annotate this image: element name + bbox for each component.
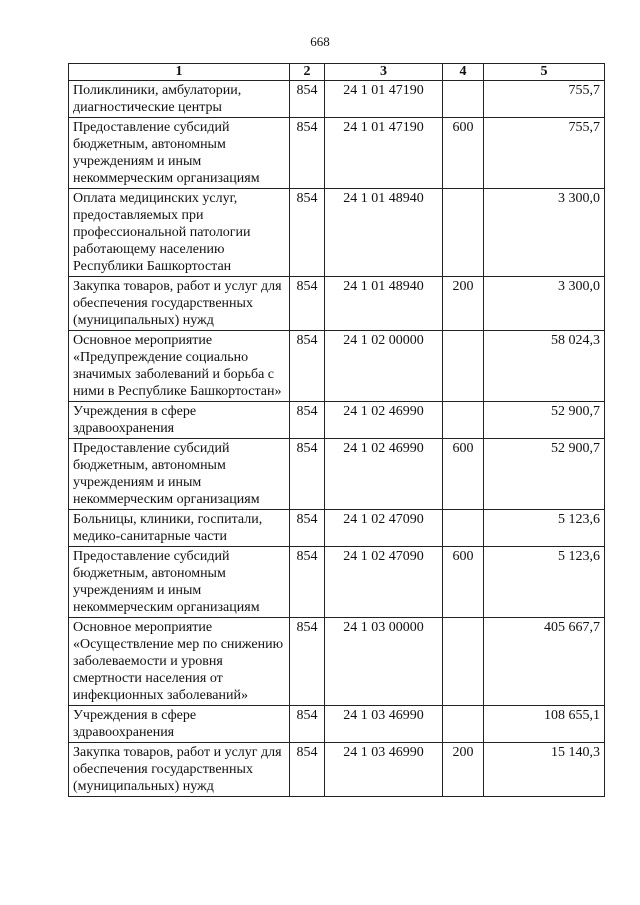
table-row — [69, 439, 605, 510]
cell-name: Закупка товаров, работ и услуг для обеспечения государственных (муниципальных) нужд — [69, 277, 290, 331]
cell-amount: 755,7 — [484, 81, 605, 118]
cell-target-article: 24 1 02 46990 — [325, 402, 443, 439]
page-number: 668 — [310, 34, 330, 49]
cell-target-article: 24 1 01 47190 — [325, 81, 443, 118]
table-row — [69, 706, 605, 743]
cell-name: Основное мероприятие «Осуществление мер по снижению заболеваемости и уровня смертности населения от инфекционных заболеваний» — [69, 618, 290, 706]
table-header-row — [69, 64, 605, 81]
cell-expense-type: 600 — [443, 118, 484, 189]
cell-department-code: 854 — [290, 618, 325, 706]
cell-department-code: 854 — [290, 510, 325, 547]
table-row — [69, 118, 605, 189]
cell-department-code: 854 — [290, 189, 325, 277]
header-col-5: 5 — [484, 64, 605, 81]
cell-expense-type: 600 — [443, 439, 484, 510]
cell-amount: 5 123,6 — [484, 510, 605, 547]
cell-name: Оплата медицинских услуг, предоставляемых при профессиональной патологии работающему населению Республики Башкортостан — [69, 189, 290, 277]
cell-name: Закупка товаров, работ и услуг для обеспечения государственных (муниципальных) нужд — [69, 743, 290, 797]
cell-name: Основное мероприятие «Предупреждение социально значимых заболеваний и борьба с ними в Республике Башкортостан» — [69, 331, 290, 402]
cell-expense-type: 600 — [443, 547, 484, 618]
budget-table — [68, 63, 605, 797]
cell-name: Предоставление субсидий бюджетным, автономным учреждениям и иным некоммерческим организациям — [69, 439, 290, 510]
cell-expense-type — [443, 706, 484, 743]
cell-target-article: 24 1 02 46990 — [325, 439, 443, 510]
cell-department-code: 854 — [290, 277, 325, 331]
cell-target-article: 24 1 01 48940 — [325, 189, 443, 277]
cell-amount: 5 123,6 — [484, 547, 605, 618]
table-row — [69, 331, 605, 402]
table-row — [69, 402, 605, 439]
cell-name: Больницы, клиники, госпитали, медико-санитарные части — [69, 510, 290, 547]
cell-amount: 15 140,3 — [484, 743, 605, 797]
cell-name: Учреждения в сфере здравоохранения — [69, 706, 290, 743]
cell-target-article: 24 1 02 47090 — [325, 510, 443, 547]
cell-target-article: 24 1 03 00000 — [325, 618, 443, 706]
cell-department-code: 854 — [290, 547, 325, 618]
cell-department-code: 854 — [290, 331, 325, 402]
cell-expense-type: 200 — [443, 277, 484, 331]
cell-amount: 3 300,0 — [484, 277, 605, 331]
table-row — [69, 618, 605, 706]
cell-amount: 52 900,7 — [484, 402, 605, 439]
cell-amount: 52 900,7 — [484, 439, 605, 510]
cell-name: Предоставление субсидий бюджетным, автономным учреждениям и иным некоммерческим организациям — [69, 118, 290, 189]
cell-amount: 405 667,7 — [484, 618, 605, 706]
cell-target-article: 24 1 01 47190 — [325, 118, 443, 189]
cell-department-code: 854 — [290, 743, 325, 797]
cell-expense-type — [443, 81, 484, 118]
cell-expense-type — [443, 402, 484, 439]
cell-name: Предоставление субсидий бюджетным, автономным учреждениям и иным некоммерческим организациям — [69, 547, 290, 618]
table-row — [69, 81, 605, 118]
cell-expense-type — [443, 510, 484, 547]
cell-department-code: 854 — [290, 118, 325, 189]
cell-target-article: 24 1 03 46990 — [325, 743, 443, 797]
header-col-3: 3 — [325, 64, 443, 81]
cell-department-code: 854 — [290, 402, 325, 439]
cell-expense-type — [443, 189, 484, 277]
cell-amount: 755,7 — [484, 118, 605, 189]
cell-department-code: 854 — [290, 439, 325, 510]
table-row — [69, 510, 605, 547]
cell-target-article: 24 1 01 48940 — [325, 277, 443, 331]
table-body — [69, 81, 605, 797]
cell-name: Учреждения в сфере здравоохранения — [69, 402, 290, 439]
cell-department-code: 854 — [290, 81, 325, 118]
cell-expense-type — [443, 331, 484, 402]
table-row — [69, 547, 605, 618]
cell-target-article: 24 1 02 00000 — [325, 331, 443, 402]
header-col-4: 4 — [443, 64, 484, 81]
table-row — [69, 277, 605, 331]
cell-target-article: 24 1 03 46990 — [325, 706, 443, 743]
cell-amount: 108 655,1 — [484, 706, 605, 743]
cell-target-article: 24 1 02 47090 — [325, 547, 443, 618]
header-col-2: 2 — [290, 64, 325, 81]
cell-name: Поликлиники, амбулатории, диагностические центры — [69, 81, 290, 118]
cell-expense-type — [443, 618, 484, 706]
cell-expense-type: 200 — [443, 743, 484, 797]
table-row — [69, 189, 605, 277]
cell-amount: 3 300,0 — [484, 189, 605, 277]
cell-department-code: 854 — [290, 706, 325, 743]
header-col-1: 1 — [69, 64, 290, 81]
table-row — [69, 743, 605, 797]
cell-amount: 58 024,3 — [484, 331, 605, 402]
